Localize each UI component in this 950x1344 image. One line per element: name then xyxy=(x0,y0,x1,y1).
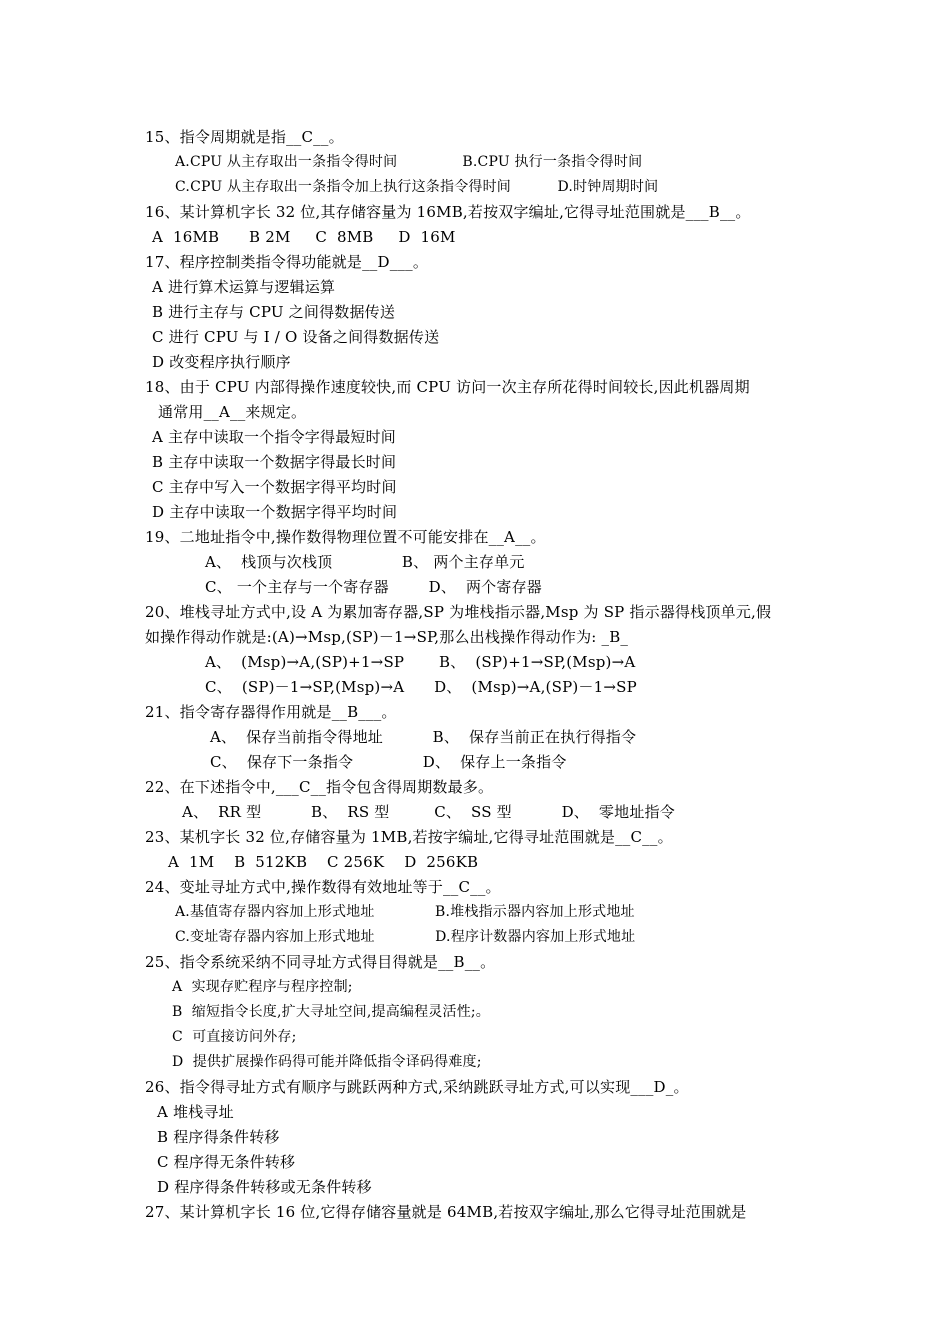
question-20-options-cd: C、 (SP)－1→SP,(Msp)→A D、 (Msp)→A,(SP)－1→SP xyxy=(205,678,637,696)
question-23: 23、某机字长 32 位,存储容量为 1MB,若按字编址,它得寻址范围就是__C__。 xyxy=(145,828,673,846)
question-18-option-c: C 主存中写入一个数据字得平均时间 xyxy=(152,478,397,496)
question-17-option-a: A 进行算术运算与逻辑运算 xyxy=(152,278,336,296)
question-21-options-cd: C、 保存下一条指令 D、 保存上一条指令 xyxy=(210,753,567,771)
question-22: 22、在下述指令中,___C__指令包含得周期数最多。 xyxy=(145,778,494,796)
question-26-option-b: B 程序得条件转移 xyxy=(157,1128,280,1146)
question-17: 17、程序控制类指令得功能就是__D___。 xyxy=(145,253,429,271)
question-22-options: A、 RR 型 B、 RS 型 C、 SS 型 D、 零地址指令 xyxy=(182,803,675,821)
question-21: 21、指令寄存器得作用就是__B___。 xyxy=(145,703,397,721)
question-26-option-d: D 程序得条件转移或无条件转移 xyxy=(157,1178,372,1196)
question-24-options-ab: A.基值寄存器内容加上形式地址 B.堆栈指示器内容加上形式地址 xyxy=(175,904,635,920)
question-25: 25、指令系统采纳不同寻址方式得目得就是__B__。 xyxy=(145,953,496,971)
question-19-options-cd: C、 一个主存与一个寄存器 D、 两个寄存器 xyxy=(205,578,542,596)
question-17-option-b: B 进行主存与 CPU 之间得数据传送 xyxy=(152,303,396,321)
question-23-options: A 1M B 512KB C 256K D 256KB xyxy=(168,853,479,871)
question-19-options-ab: A、 栈顶与次栈顶 B、 两个主存单元 xyxy=(205,553,525,571)
question-27: 27、某计算机字长 16 位,它得存储容量就是 64MB,若按双字编址,那么它得寻址范围就是 xyxy=(145,1203,747,1221)
question-15-options-cd: C.CPU 从主存取出一条指令加上执行这条指令得时间 D.时钟周期时间 xyxy=(175,179,659,195)
question-20: 20、堆栈寻址方式中,设 A 为累加寄存器,SP 为堆栈指示器,Msp 为 SP 指示器得栈顶单元,假 xyxy=(145,603,772,621)
question-15: 15、指令周期就是指__C__。 xyxy=(145,128,344,146)
question-18-option-d: D 主存中读取一个数据字得平均时间 xyxy=(152,503,398,521)
question-25-option-d: D 提供扩展操作码得可能并降低指令译码得难度; xyxy=(172,1054,482,1070)
question-20-continued: 如操作得动作就是:(A)→Msp,(SP)－1→SP,那么出栈操作得动作为: _B_ xyxy=(145,628,629,646)
question-26-option-a: A 堆栈寻址 xyxy=(157,1103,234,1121)
question-26-option-c: C 程序得无条件转移 xyxy=(157,1153,296,1171)
question-25-option-b: B 缩短指令长度,扩大寻址空间,提高编程灵活性;。 xyxy=(172,1004,491,1020)
question-15-options-ab: A.CPU 从主存取出一条指令得时间 B.CPU 执行一条指令得时间 xyxy=(175,154,643,170)
question-18-option-a: A 主存中读取一个指令字得最短时间 xyxy=(152,428,397,446)
question-25-option-c: C 可直接访问外存; xyxy=(172,1029,297,1045)
question-18: 18、由于 CPU 内部得操作速度较快,而 CPU 访问一次主存所花得时间较长,因此机器周期 xyxy=(145,378,750,396)
question-16-options: A 16MB B 2M C 8MB D 16M xyxy=(152,228,456,246)
question-24-options-cd: C.变址寄存器内容加上形式地址 D.程序计数器内容加上形式地址 xyxy=(175,929,636,945)
question-20-options-ab: A、 (Msp)→A,(SP)+1→SP B、 (SP)+1→SP,(Msp)→A xyxy=(205,653,636,671)
question-18-option-b: B 主存中读取一个数据字得最长时间 xyxy=(152,453,397,471)
question-18-continued: 通常用__A__来规定。 xyxy=(158,403,307,421)
question-21-options-ab: A、 保存当前指令得地址 B、 保存当前正在执行得指令 xyxy=(210,728,637,746)
question-26: 26、指令得寻址方式有顺序与跳跃两种方式,采纳跳跃寻址方式,可以实现___D_。 xyxy=(145,1078,689,1096)
question-16: 16、某计算机字长 32 位,其存储容量为 16MB,若按双字编址,它得寻址范围就是___B__。 xyxy=(145,203,751,221)
question-17-option-c: C 进行 CPU 与 I / O 设备之间得数据传送 xyxy=(152,328,440,346)
question-19: 19、二地址指令中,操作数得物理位置不可能安排在__A__。 xyxy=(145,528,546,546)
question-24: 24、变址寻址方式中,操作数得有效地址等于__C__。 xyxy=(145,878,501,896)
question-17-option-d: D 改变程序执行顺序 xyxy=(152,353,291,371)
question-25-option-a: A 实现存贮程序与程序控制; xyxy=(172,979,353,995)
